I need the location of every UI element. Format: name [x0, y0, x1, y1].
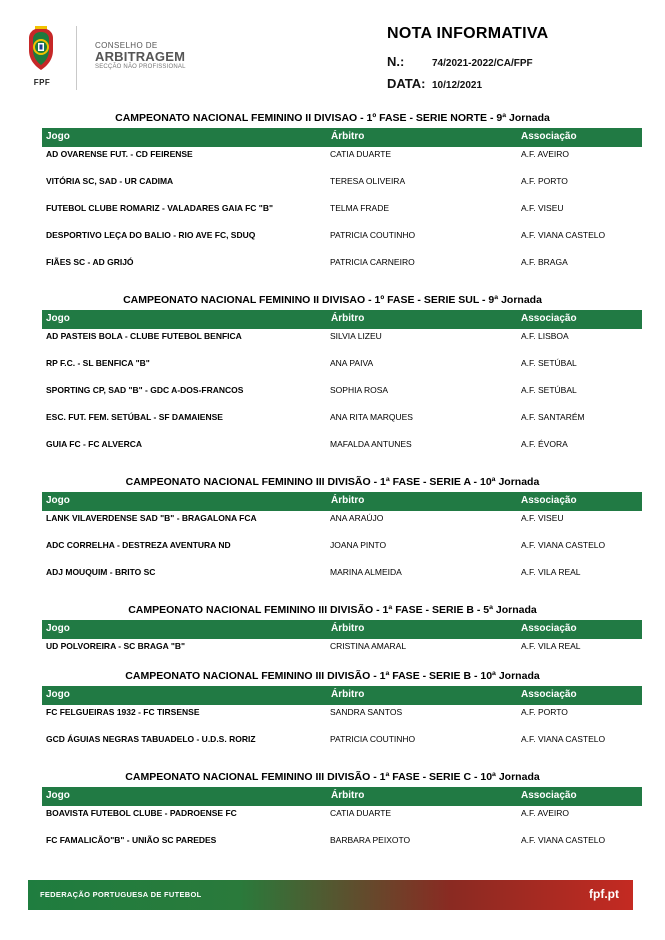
col-referee: Árbitro [331, 495, 365, 506]
association-cell: A.F. VIANA CASTELO [521, 734, 606, 744]
game-cell: UD POLVOREIRA - SC BRAGA "B" [46, 641, 186, 651]
game-cell: ADJ MOUQUIM - BRITO SC [46, 567, 156, 577]
col-referee: Árbitro [331, 131, 365, 142]
game-cell: FC FAMALICÃO"B" - UNIÃO SC PAREDES [46, 835, 217, 845]
table-header [42, 686, 642, 705]
referee-cell: CATIA DUARTE [330, 149, 392, 159]
fixture-section [0, 670, 665, 759]
number-label: N.: [387, 54, 405, 69]
page-title: NOTA INFORMATIVA [387, 25, 549, 42]
fixture-section [0, 294, 665, 464]
association-cell: A.F. AVEIRO [521, 149, 570, 159]
table-header [42, 128, 642, 147]
col-referee: Árbitro [331, 313, 365, 324]
association-cell: A.F. AVEIRO [521, 808, 570, 818]
table-row [42, 174, 642, 201]
association-cell: A.F. VISEU [521, 513, 564, 523]
table-row [42, 201, 642, 228]
association-cell: A.F. SETÚBAL [521, 385, 577, 395]
association-cell: A.F. VILA REAL [521, 641, 581, 651]
table-row [42, 511, 642, 538]
col-game: Jogo [46, 131, 70, 142]
association-cell: A.F. VIANA CASTELO [521, 540, 606, 550]
table-row [42, 147, 642, 174]
table-row [42, 255, 642, 282]
game-cell: RP F.C. - SL BENFICA "B" [46, 358, 150, 368]
association-cell: A.F. ÉVORA [521, 439, 568, 449]
referee-cell: JOANA PINTO [330, 540, 387, 550]
referee-cell: TERESA OLIVEIRA [330, 176, 406, 186]
document-header [0, 0, 665, 100]
col-association: Associação [521, 131, 577, 142]
document-number [387, 53, 533, 71]
table-header [42, 492, 642, 511]
association-cell: A.F. PORTO [521, 176, 568, 186]
referee-cell: MARINA ALMEIDA [330, 567, 402, 577]
referee-cell: PATRICIA CARNEIRO [330, 257, 415, 267]
association-cell: A.F. VILA REAL [521, 567, 581, 577]
footer-bar [28, 880, 633, 910]
footer-website-link[interactable]: fpf.pt [589, 887, 619, 901]
organization-name [95, 41, 186, 71]
col-association: Associação [521, 623, 577, 634]
col-game: Jogo [46, 623, 70, 634]
referee-cell: SOPHIA ROSA [330, 385, 389, 395]
number-value: 74/2021-2022/CA/FPF [432, 58, 533, 69]
header-divider [76, 26, 77, 90]
association-cell: A.F. BRAGA [521, 257, 568, 267]
referee-cell: CATIA DUARTE [330, 808, 392, 818]
game-cell: GCD ÁGUIAS NEGRAS TABUADELO - U.D.S. RORIZ [46, 734, 256, 744]
table-row [42, 639, 642, 666]
fixture-section [0, 604, 665, 666]
table-row [42, 806, 642, 833]
col-association: Associação [521, 495, 577, 506]
section-title: CAMPEONATO NACIONAL FEMININO II DIVISAO - 1º FASE - SERIE SUL - 9ª Jornada [123, 294, 542, 306]
col-referee: Árbitro [331, 623, 365, 634]
referee-cell: ANA PAIVA [330, 358, 374, 368]
table-row [42, 833, 642, 860]
referee-cell: SILVIA LIZEU [330, 331, 382, 341]
game-cell: VITÓRIA SC, SAD - UR CADIMA [46, 176, 174, 186]
fixture-section [0, 112, 665, 282]
table-row [42, 383, 642, 410]
association-cell: A.F. VISEU [521, 203, 564, 213]
game-cell: FIÃES SC - AD GRIJÓ [46, 257, 134, 267]
referee-cell: ANA ARAÚJO [330, 513, 384, 523]
game-cell: AD PASTEIS BOLA - CLUBE FUTEBOL BENFICA [46, 331, 242, 341]
referee-cell: ANA RITA MARQUES [330, 412, 413, 422]
fpf-logo-text: FPF [33, 78, 51, 87]
association-cell: A.F. SETÚBAL [521, 358, 577, 368]
section-title: CAMPEONATO NACIONAL FEMININO II DIVISAO - 1º FASE - SERIE NORTE - 9ª Jornada [115, 112, 550, 124]
game-cell: SPORTING CP, SAD "B" - GDC A-DOS-FRANCOS [46, 385, 244, 395]
table-header [42, 310, 642, 329]
fixture-section [0, 771, 665, 860]
document-date [387, 75, 482, 93]
referee-cell: MAFALDA ANTUNES [330, 439, 412, 449]
section-title: CAMPEONATO NACIONAL FEMININO III DIVISÃO - 1ª FASE - SERIE C - 10ª Jornada [125, 771, 540, 783]
table-header [42, 620, 642, 639]
association-cell: A.F. LISBOA [521, 331, 569, 341]
referee-cell: CRISTINA AMARAL [330, 641, 407, 651]
referee-cell: SANDRA SANTOS [330, 707, 403, 717]
table-header [42, 787, 642, 806]
game-cell: DESPORTIVO LEÇA DO BALIO - RIO AVE FC, SDUQ [46, 230, 256, 240]
section-title: CAMPEONATO NACIONAL FEMININO III DIVISÃO - 1ª FASE - SERIE B - 10ª Jornada [125, 670, 540, 682]
table-row [42, 410, 642, 437]
col-game: Jogo [46, 790, 70, 801]
association-cell: A.F. VIANA CASTELO [521, 835, 606, 845]
game-cell: BOAVISTA FUTEBOL CLUBE - PADROENSE FC [46, 808, 237, 818]
col-game: Jogo [46, 495, 70, 506]
fpf-crest-icon [24, 26, 58, 72]
col-association: Associação [521, 313, 577, 324]
col-association: Associação [521, 689, 577, 700]
association-cell: A.F. SANTARÉM [521, 412, 585, 422]
referee-cell: PATRICIA COUTINHO [330, 734, 416, 744]
table-row [42, 538, 642, 565]
referee-cell: BARBARA PEIXOTO [330, 835, 411, 845]
table-row [42, 329, 642, 356]
game-cell: AD OVARENSE FUT. - CD FEIRENSE [46, 149, 193, 159]
org-line-2: ARBITRAGEM [95, 49, 186, 64]
table-row [42, 356, 642, 383]
org-line-3: SECÇÃO NÃO PROFISSIONAL [95, 64, 186, 70]
footer-federation-name: FEDERAÇÃO PORTUGUESA DE FUTEBOL [40, 890, 202, 899]
table-row [42, 705, 642, 732]
date-label: DATA: [387, 76, 426, 91]
referee-cell: PATRICIA COUTINHO [330, 230, 416, 240]
game-cell: GUIA FC - FC ALVERCA [46, 439, 143, 449]
date-value: 10/12/2021 [432, 80, 483, 91]
section-title: CAMPEONATO NACIONAL FEMININO III DIVISÃO - 1ª FASE - SERIE A - 10ª Jornada [125, 476, 540, 488]
table-row [42, 565, 642, 592]
col-referee: Árbitro [331, 790, 365, 801]
game-cell: LANK VILAVERDENSE SAD "B" - BRAGALONA FCA [46, 513, 257, 523]
col-association: Associação [521, 790, 577, 801]
col-referee: Árbitro [331, 689, 365, 700]
col-game: Jogo [46, 313, 70, 324]
table-row [42, 732, 642, 759]
col-game: Jogo [46, 689, 70, 700]
table-row [42, 437, 642, 464]
game-cell: ADC CORRELHA - DESTREZA AVENTURA ND [46, 540, 231, 550]
game-cell: FUTEBOL CLUBE ROMARIZ - VALADARES GAIA FC "B" [46, 203, 274, 213]
game-cell: ESC. FUT. FEM. SETÚBAL - SF DAMAIENSE [46, 412, 223, 422]
game-cell: FC FELGUEIRAS 1932 - FC TIRSENSE [46, 707, 200, 717]
table-row [42, 228, 642, 255]
association-cell: A.F. VIANA CASTELO [521, 230, 606, 240]
fixture-section [0, 476, 665, 592]
org-line-1: CONSELHO DE [95, 41, 158, 50]
section-title: CAMPEONATO NACIONAL FEMININO III DIVISÃO - 1ª FASE - SERIE B - 5ª Jornada [128, 604, 537, 616]
association-cell: A.F. PORTO [521, 707, 568, 717]
referee-cell: TELMA FRADE [330, 203, 390, 213]
